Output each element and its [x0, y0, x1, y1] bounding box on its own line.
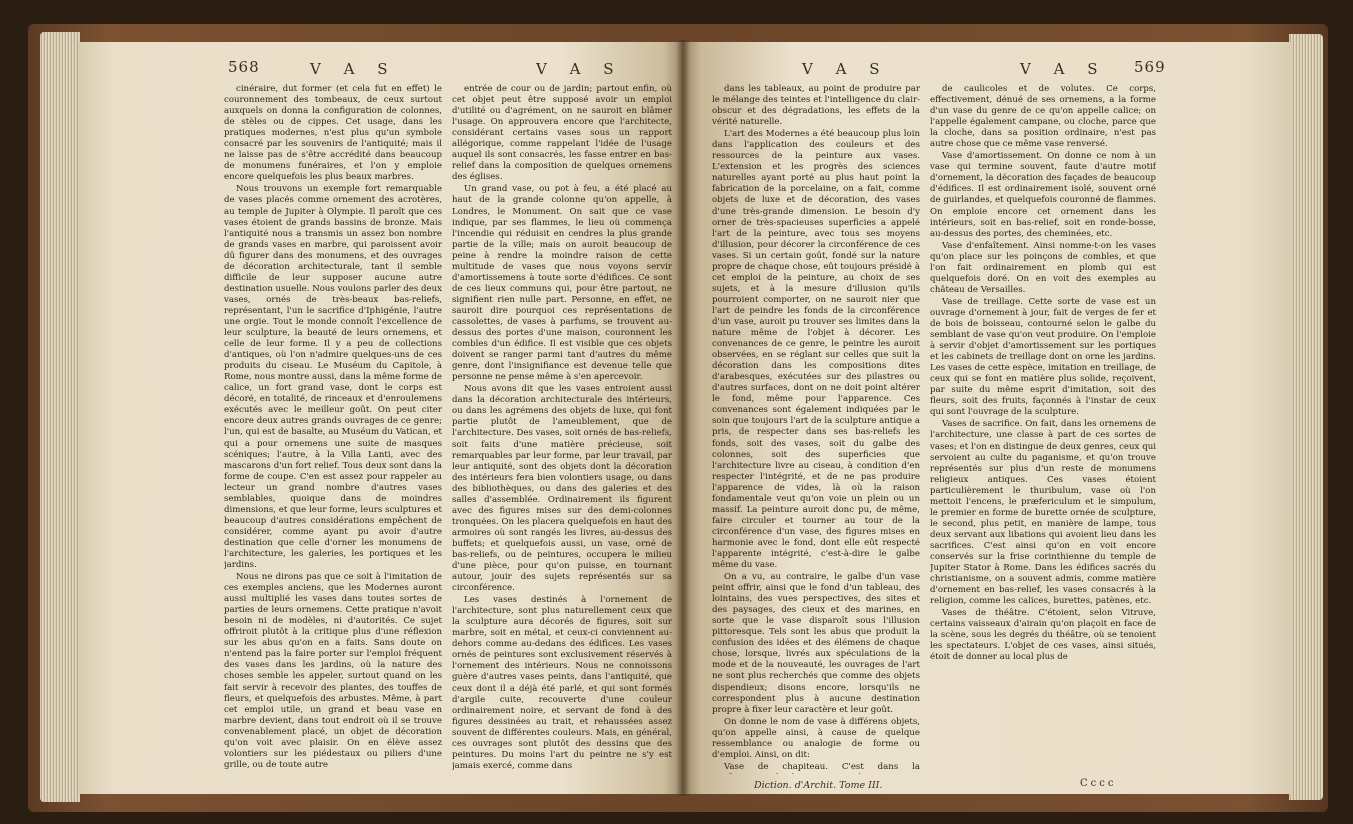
- paragraph: dans les tableaux, au point de produire par le mélange des teintes et l'intelligence du clair-obscur et des dégradations, les effets de la vérité naturelle.: [712, 84, 920, 128]
- paragraph: Vase de chapiteau. C'est dans la: [724, 761, 920, 772]
- paragraph: Vase de treillage. Cette sorte de vase est un ouvrage d'ornement à jour, fait de verges de fer et de bois de boisseau, contourné selon le galbe du semblant de vase qu'on veut produire. On l'emploie à servir d'objet d'amortissement sur les portiques et les cabinets de treillage dont on orne les jardins. Les vases de cette espèce, imitation en treillage, de ceux qui se font en matière plus solide, reçoivent, par suite du même esprit d'imitation, soit des fleurs, soit des fruits, façonnés à l'instar de ceux qui sont l'ouvrage de la sculpture.: [930, 296, 1156, 418]
- signature-mark: Cccc: [1080, 778, 1117, 789]
- left-page-number: 568: [228, 58, 260, 76]
- paragraph: Nous avons dit que les vases entroient aussi dans la décoration architecturale des intérieurs, ou dans les agrémens des objets de luxe, qui font partie plutôt de l'ameublement, que de l'architecture. Des vases, soit ornés de bas-reliefs, soit faits d'une matière précieuse, soit remarquables par leur forme, par leur travail, par leur antiquité, sont des objets dont la décoration des intérieurs fera bien volontiers usage, ou dans des bibliothèques, ou dans des galeries et des salles d'assemblée. Ordinairement ils figurent avec des figures mises sur des demi-colonnes tronquées. On les placera quelquefois en haut des armoires où sont rangés les livres, au-dessus des buffets; et quelquefois aussi, un vase, orné de bas-reliefs, ou de peintures, occupera le milieu d'une pièce, pour qu'on puisse, en tournant autour, jouir des sujets représentés sur sa circonférence.: [452, 384, 672, 594]
- paragraph: On donne le nom de vase à différens objets, qu'on appelle ainsi, à cause de quelque ressemblance ou analogie de forme ou d'emploi. Ainsi, on dit:: [712, 716, 920, 760]
- book-gutter: [676, 40, 690, 796]
- paragraph: Un grand vase, ou pot à feu, a été placé au haut de la grande colonne qu'on appelle, à Londres, le Monument. On sait que ce vase indique, par ses flammes, le lieu où commença l'incendie qui réduisit en cendres la plus grande partie de la ville; mais on auroit beaucoup de peine à rendre la moindre raison de cette multitude de vases que nous voyons servir d'amortissemens à toute sorte d'édifices. Ce sont de ces lieux communs qui, pour être partout, ne signifient rien nulle part. Personne, en effet, ne sauroit dire pourquoi ces représentations de cassolettes, de vases à parfums, se trouvent au-dessus des portes d'une maison, couronnent les combles d'un édifice. Il est visible que ces objets doivent se ranger parmi tant d'autres du même genre, dont l'insignifiance est devenue telle que personne ne pense même à s'en apercevoir.: [452, 184, 672, 383]
- left-running-header-1: V A S: [310, 60, 397, 78]
- page-edges-right: [1289, 34, 1323, 800]
- left-column-1: [224, 84, 442, 774]
- paragraph: Nous ne dirons pas que ce soit à l'imitation de ces exemples anciens, que les Modernes auront aussi multiplié les vases dans toutes sortes de parties de leurs ornemens. Cette pratique n'avoit besoin ni de modèles, ni d'autorités. Ce sujet offriroit plutôt à la critique plus d'une réflexion sur les abus qu'on en a faits. Sans doute on n'entend pas la faire porter sur l'emploi fréquent des vases dans les jardins, où la nature des choses semble les appeler, surtout quand on les fait servir à recevoir des plantes, des touffes de fleurs, et quelquefois des arbustes. Même, à part cet emploi utile, un grand et beau vase en marbre devient, dans tout endroit où il se trouve convenablement placé, un objet de décoration qu'on voit avec plaisir. On en élève assez volontiers sur les piédestaux ou piliers d'une grille, ou de toute autre: [224, 572, 442, 770]
- paragraph: Les vases destinés à l'ornement de l'architecture, sont plus naturellement ceux que la sculpture aura décorés de figures, soit sur marbre, soit en métal, et ceux-ci conviennent au-dehors comme au-dedans des édifices. Les vases ornés de peintures sont exclusivement réservés à l'ornement des intérieurs. Nous ne connoissons guère d'autres vases peints, dans l'antiquité, que ceux dont il a déjà été parlé, et qui sont formés d'argile cuite, recouverte d'une couleur ordinairement noire, et servant de fond à des figures dessinées au trait, et rehaussées assez souvent de différentes couleurs. Mais, en général, ces ouvrages sont plutôt des dessins que des peintures. Du moins l'art du peintre ne s'y est jamais exercé, comme dans: [452, 595, 672, 771]
- page-edges-left: [40, 32, 80, 802]
- right-running-header-1: V A S: [802, 60, 889, 78]
- paragraph: On a vu, au contraire, le galbe d'un vase peint offrir, ainsi que le fond d'un tableau, des lointains, des vues perspectives, des sites et des paysages, des cieux et des marines, en sorte que le vase disparoît sous l'illusion pittoresque. Tels sont les abus que produit la confusion des idées et des élémens de chaque chose, lorsque, livrés aux spéculations de la mode et de la nouveauté, les ouvrages de l'art ne sont plus recherchés que comme des objets dispendieux; disons encore, lorsqu'ils ne correspondent plus à aucune destination propre à fixer leur caractère et leur goût.: [712, 572, 920, 715]
- paragraph: Vases de sacrifice. On fait, dans les ornemens de l'architecture, une classe à part de ces sortes de vases; et l'on en distingue de deux genres, ceux qui servoient au culte du paganisme, et qu'on trouve représentés sur plus d'un reste de monumens religieux antiques. Ces vases étoient particulièrement le thuribulum, vase où l'on mettoit l'encens, le præfericulum et le simpulum, le premier en forme de burette ornée de sculpture, le second, plus petit, en manière de lampe, tous deux servant aux libations qui avoient lieu dans les sacrifices. C'est ainsi qu'on en voit encore conservés sur la frise corinthienne du temple de Jupiter Stator à Rome. Dans les édifices sacrés du christianisme, on a souvent admis, comme matière d'ornement en bas-relief, les vases consacrés à la religion, comme les calices, burettes, patènes, etc.: [930, 419, 1156, 607]
- paragraph: Nous trouvons un exemple fort remarquable de vases placés comme ornement des acrotères, au temple de Jupiter à Olympie. Il paroît que ces vases étoient de grands bassins de bronze. Mais l'antiquité nous a transmis un assez bon nombre de grands vases en marbre, qui paroissent avoir dû figurer dans des monumens, et des ouvrages de décoration architecturale, tant il semble difficile de leur supposer aucune autre destination usuelle. Nous voulons parler des deux vases, ornés de très-beaux bas-reliefs, représentant, l'un le sacrifice d'Iphigénie, l'autre une orgie. Tout le monde connoît l'excellence de leur sculpture, la beauté de leurs ornemens, et celle de leur forme. Il y a peu de collections d'antiques, où l'on n'admire quelques-uns de ces produits du ciseau. Le Muséum du Capitole, à Rome, nous montre aussi, dans la même forme de calice, un fort grand vase, dont le corps est décoré, en totalité, de rinceaux et d'enroulemens exécutés avec le meilleur goût. On peut citer encore deux autres grands ouvrages de ce genre; l'un, qui est de basalte, au Muséum du Vatican, et qui a pour ornemens une suite de masques scéniques; l'autre, à la Villa Lanti, avec des mascarons d'un fort relief. Tous deux sont dans la forme de coupe. C'en est assez pour rappeler au lecteur un grand nombre d'autres vases semblables, quoique dans de moindres dimensions, et que leur forme, leurs sculptures et beaucoup d'autres considérations empêchent de considérer, comme ayant pu avoir d'autre destination que celle d'orner les monumens de l'architecture, les galeries, les portiques et les jardins.: [224, 184, 442, 571]
- right-page-number: 569: [1134, 58, 1166, 76]
- footer-volume-title: Diction. d'Archit. Tome III.: [754, 780, 883, 791]
- paragraph: entrée de cour ou de jardin; partout enfin, où cet objet peut être supposé avoir un emploi d'utilité ou d'agrément, on ne sauroit en blâmer l'usage. On approuvera encore que l'architecte, considérant certains vases sous un rapport allégorique, comme rappelant l'idée de l'usage auquel ils sont consacrés, les fasse entrer en bas-relief dans la composition de quelques ornemens des églises.: [452, 84, 672, 183]
- paragraph: cinéraire, dut former (et cela fut en effet) le couronnement des tombeaux, de ceux surtout auxquels on donna la configuration de colonnes, de stèles ou de cippes. Cet usage, dans les pratiques modernes, n'est plus qu'un symbole consacré par les souvenirs de l'antiquité; mais il ne laisse pas de s'être accrédité dans beaucoup de monumens funéraires, et l'on y emploie encore quelquefois les plus beaux marbres.: [224, 84, 442, 183]
- left-column-2: [452, 84, 672, 774]
- left-running-header-2: V A S: [536, 60, 623, 78]
- right-column-1: [712, 84, 920, 774]
- paragraph: L'art des Modernes a été beaucoup plus loin dans l'application des couleurs et des ressources de la peinture aux vases. L'extension et les progrès des sciences naturelles ayant porté au plus haut point la fabrication de la porcelaine, on a fait, comme objets de luxe et de décoration, des vases d'une très-grande dimension. Le besoin d'y orner de très-spacieuses superficies a appelé l'art de la peinture, avec tous ses moyens d'illusion, pour décorer la circonférence de ces vases. Si un certain goût, fondé sur la nature propre de chaque chose, eût toujours présidé à cet emploi de la peinture, au choix de ses sujets, et à la mesure d'illusion qu'ils pourroient comporter, on ne sauroit nier que l'art de peindre les fonds de la circonférence d'un vase, auroit pu trouver ses limites dans la nature même de l'objet à décorer. Les convenances de ce genre, le peintre les auroit observées, en se réglant sur celles que suit la décoration dans les compositions dites d'arabesques, exécutées sur des pilastres ou d'autres surfaces, dont on ne doit point altérer le fond, même pour l'apparence. Ces convenances sont également indiquées par le soin que toujours l'art de la sculpture antique a pris, de respecter dans ses bas-reliefs les fonds, soit des vases, soit du galbe des colonnes, soit des superficies que l'architecture livre au ciseau, à condition d'en respecter l'intégrité, et de ne pas produire l'apparence de vides, là où la raison fondamentale veut qu'on voie un plein ou un massif. La peinture auroit donc pu, de même, faire circuler et tourner au tour de la circonférence d'un vase, des figures mises en harmonie avec le fond, dont elle eût respecté l'apparente intégrité, c'est-à-dire le galbe même du vase.: [712, 129, 920, 571]
- paragraph: Vases de théâtre. C'étoient, selon Vitruve, certains vaisseaux d'airain qu'on plaçoit en face de la scène, sous les degrés du théâtre, où se tenoient les spectateurs. L'objet de ces vases, ainsi situés, étoit de donner au local plus de: [930, 608, 1156, 663]
- left-page: [78, 42, 682, 794]
- paragraph: Vase d'amortissement. On donne ce nom à un vase qui termine souvent, faute d'autre motif d'ornement, la décoration des façades de beaucoup d'édifices. Il est ordinairement isolé, souvent orné de guirlandes, et quelquefois couronné de flammes. On emploie encore cet ornement dans les intérieurs, soit en bas-relief, soit en ronde-bosse, au-dessus des portes, des cheminées, etc.: [930, 151, 1156, 239]
- paragraph: de caulicoles et de volutes. Ce corps, effectivement, dénué de ses ornemens, a la forme d'un vase du genre de ce qu'on appelle calice; on l'appelle également campane, ou cloche, parce que la cloche, dans sa position ordinaire, n'est pas autre chose que ce même vase renversé.: [930, 84, 1156, 150]
- paragraph: Vase d'enfaîtement. Ainsi nomme-t-on les vases qu'on place sur les poinçons de combles, et que l'on fait ordinairement en plomb qui est quelquefois doré. On en voit des exemples au château de Versailles.: [930, 240, 1156, 295]
- right-column-2: [930, 84, 1156, 774]
- right-running-header-2: V A S: [1020, 60, 1107, 78]
- right-page: [682, 42, 1292, 794]
